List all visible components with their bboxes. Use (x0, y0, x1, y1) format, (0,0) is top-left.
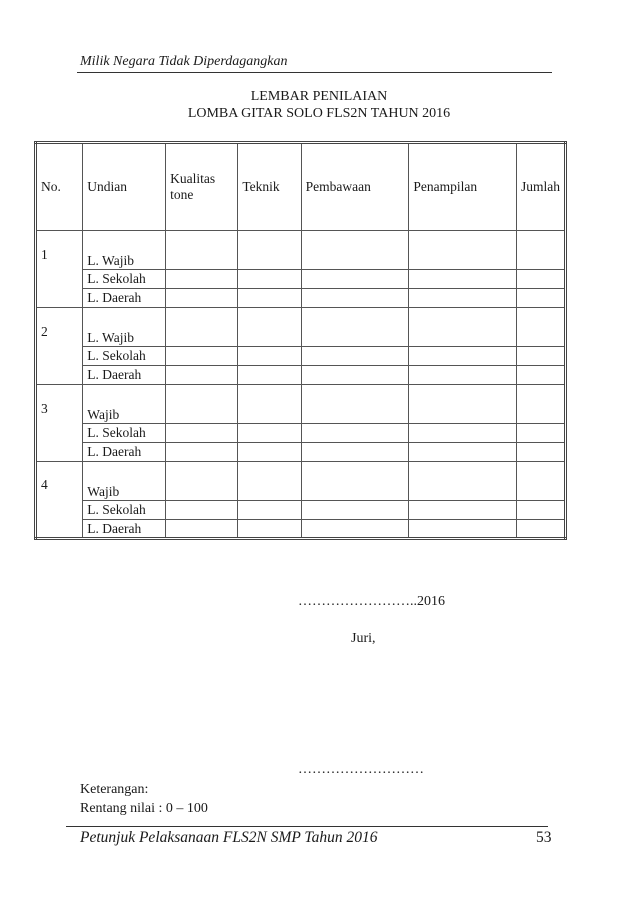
score-cell[interactable] (409, 231, 517, 270)
undian-cell: L. Sekolah (83, 347, 166, 366)
column-header-penampilan: Penampilan (409, 143, 517, 231)
score-cell[interactable] (166, 366, 238, 385)
participant-number: 1 (36, 231, 83, 308)
table-row (36, 462, 566, 501)
score-cell[interactable] (166, 385, 238, 424)
score-cell[interactable] (409, 270, 517, 289)
score-cell[interactable] (166, 501, 238, 520)
score-cell[interactable] (238, 289, 301, 308)
undian-cell: L. Sekolah (83, 424, 166, 443)
score-cell[interactable] (238, 501, 301, 520)
notes (80, 780, 208, 818)
score-cell[interactable] (238, 308, 301, 347)
running-header: Milik Negara Tidak Diperdagangkan (80, 54, 288, 69)
participant-number: 3 (36, 385, 83, 462)
page-number: 53 (536, 829, 552, 846)
table-row (36, 501, 566, 520)
table-header-row (36, 143, 566, 231)
score-cell[interactable] (517, 347, 566, 366)
table-row (36, 231, 566, 270)
participant-number: 2 (36, 308, 83, 385)
score-cell[interactable] (166, 443, 238, 462)
signature-role: Juri, (351, 631, 376, 646)
column-header-pembawaan: Pembawaan (301, 143, 409, 231)
score-cell[interactable] (238, 424, 301, 443)
score-table (34, 141, 567, 540)
table-row (36, 308, 566, 347)
score-cell[interactable] (301, 366, 409, 385)
column-header-no: No. (36, 143, 83, 231)
score-cell[interactable] (517, 443, 566, 462)
running-footer: Petunjuk Pelaksanaan FLS2N SMP Tahun 2016 (80, 829, 378, 846)
undian-cell: L. Daerah (83, 366, 166, 385)
score-cell[interactable] (409, 443, 517, 462)
score-cell[interactable] (301, 462, 409, 501)
footer-rule (66, 826, 548, 827)
score-cell[interactable] (238, 520, 301, 539)
undian-cell: L. Wajib (83, 231, 166, 270)
table-row (36, 289, 566, 308)
score-cell[interactable] (517, 385, 566, 424)
score-cell[interactable] (238, 462, 301, 501)
column-header-jumlah: Jumlah (517, 143, 566, 231)
table-row (36, 347, 566, 366)
document-subtitle: LOMBA GITAR SOLO FLS2N TAHUN 2016 (187, 106, 451, 121)
score-cell[interactable] (517, 270, 566, 289)
column-header-teknik: Teknik (238, 143, 301, 231)
score-cell[interactable] (517, 231, 566, 270)
score-cell[interactable] (301, 308, 409, 347)
undian-cell: L. Wajib (83, 308, 166, 347)
notes-range: Rentang nilai : 0 – 100 (80, 801, 208, 816)
score-cell[interactable] (166, 424, 238, 443)
score-cell[interactable] (409, 289, 517, 308)
score-cell[interactable] (166, 270, 238, 289)
score-cell[interactable] (409, 347, 517, 366)
score-cell[interactable] (409, 308, 517, 347)
undian-cell: L. Daerah (83, 289, 166, 308)
score-cell[interactable] (166, 231, 238, 270)
score-cell[interactable] (409, 501, 517, 520)
score-cell[interactable] (301, 289, 409, 308)
score-cell[interactable] (238, 443, 301, 462)
undian-cell: L. Daerah (83, 520, 166, 539)
score-cell[interactable] (301, 270, 409, 289)
table-row (36, 385, 566, 424)
score-cell[interactable] (238, 231, 301, 270)
undian-cell: Wajib (83, 385, 166, 424)
table-row (36, 270, 566, 289)
score-cell[interactable] (409, 520, 517, 539)
score-cell[interactable] (166, 347, 238, 366)
score-cell[interactable] (166, 308, 238, 347)
score-cell[interactable] (238, 347, 301, 366)
score-cell[interactable] (301, 501, 409, 520)
score-cell[interactable] (238, 385, 301, 424)
score-cell[interactable] (301, 424, 409, 443)
score-cell[interactable] (166, 289, 238, 308)
score-cell[interactable] (517, 462, 566, 501)
column-header-kualitas-tone: Kualitas tone (166, 143, 238, 231)
participant-number: 4 (36, 462, 83, 539)
score-cell[interactable] (409, 462, 517, 501)
table-row (36, 443, 566, 462)
undian-cell: L. Sekolah (83, 501, 166, 520)
signature-date: ……………………..2016 (298, 594, 445, 609)
undian-cell: Wajib (83, 462, 166, 501)
score-cell[interactable] (517, 501, 566, 520)
score-cell[interactable] (517, 308, 566, 347)
score-cell[interactable] (517, 289, 566, 308)
column-header-undian: Undian (83, 143, 166, 231)
score-cell[interactable] (166, 462, 238, 501)
score-cell[interactable] (301, 443, 409, 462)
score-cell[interactable] (238, 270, 301, 289)
table-row (36, 424, 566, 443)
undian-cell: L. Daerah (83, 443, 166, 462)
score-cell[interactable] (238, 366, 301, 385)
score-cell[interactable] (301, 385, 409, 424)
score-cell[interactable] (301, 520, 409, 539)
score-cell[interactable] (409, 424, 517, 443)
score-cell[interactable] (517, 520, 566, 539)
notes-heading: Keterangan: (80, 782, 149, 797)
score-cell[interactable] (409, 385, 517, 424)
table-row (36, 520, 566, 539)
score-cell[interactable] (301, 231, 409, 270)
signature-name-line: ……………………… (298, 762, 424, 777)
score-cell[interactable] (409, 366, 517, 385)
score-cell[interactable] (301, 347, 409, 366)
header-rule (77, 72, 552, 73)
score-cell[interactable] (517, 366, 566, 385)
score-cell[interactable] (166, 520, 238, 539)
document-title: LEMBAR PENILAIAN (250, 89, 388, 104)
score-cell[interactable] (517, 424, 566, 443)
undian-cell: L. Sekolah (83, 270, 166, 289)
table-row (36, 366, 566, 385)
